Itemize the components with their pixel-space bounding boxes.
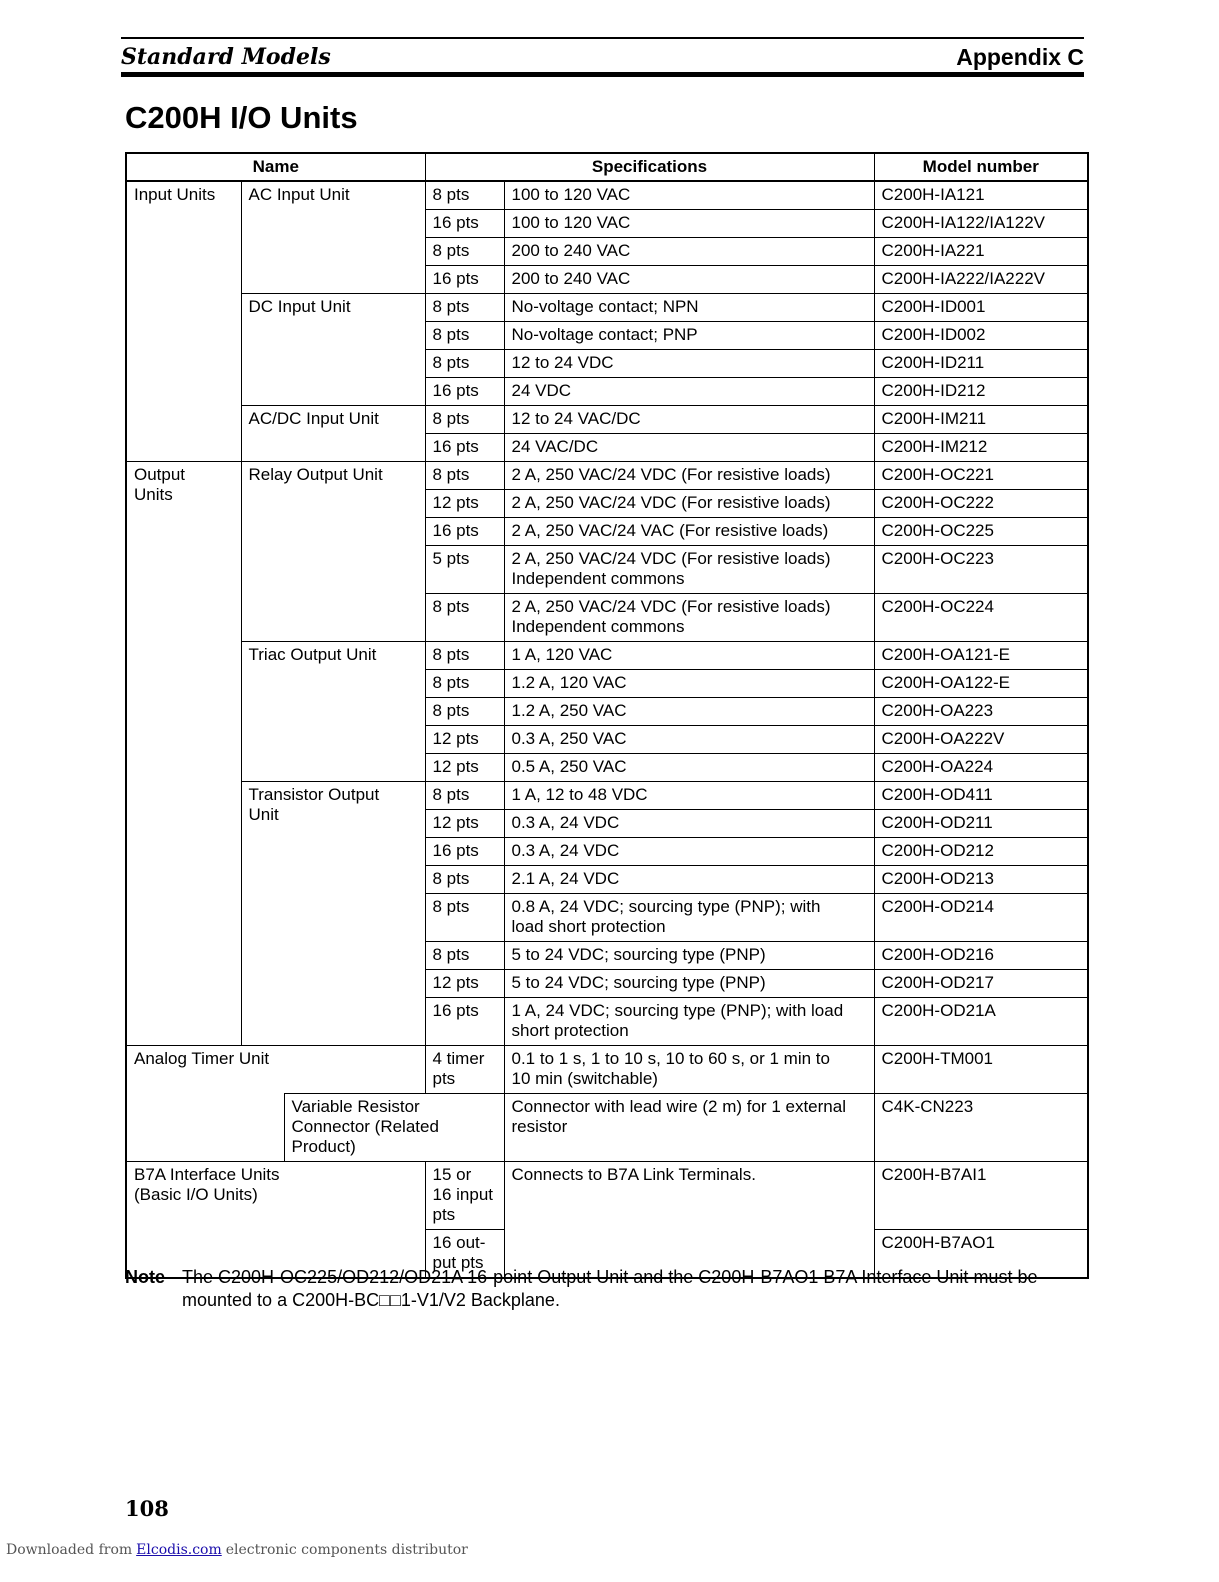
model-cell: C4K-CN223 bbox=[874, 1094, 1088, 1162]
pts-cell: 8 pts bbox=[425, 238, 504, 266]
model-cell: C200H-OC223 bbox=[874, 546, 1088, 594]
model-cell: C200H-OC222 bbox=[874, 490, 1088, 518]
model-cell: C200H-IM212 bbox=[874, 434, 1088, 462]
pts-cell: 8 pts bbox=[425, 462, 504, 490]
subgroup-relay-output-unit: Relay Output Unit bbox=[241, 462, 425, 642]
spec-cell: No-voltage contact; PNP bbox=[504, 322, 874, 350]
spec-cell: No-voltage contact; NPN bbox=[504, 294, 874, 322]
pts-cell: 12 pts bbox=[425, 726, 504, 754]
spec-cell: Connects to B7A Link Terminals. bbox=[504, 1162, 874, 1279]
table-row bbox=[126, 1094, 1088, 1162]
pts-cell: 8 pts bbox=[425, 181, 504, 210]
model-cell: C200H-OA122-E bbox=[874, 670, 1088, 698]
pts-cell: 8 pts bbox=[425, 594, 504, 642]
subgroup-transistor-output-unit: Transistor Output Unit bbox=[241, 782, 425, 1046]
table-row bbox=[126, 181, 1088, 210]
spec-cell: 1.2 A, 250 VAC bbox=[504, 698, 874, 726]
model-cell: C200H-OD411 bbox=[874, 782, 1088, 810]
pts-cell: 16 pts bbox=[425, 518, 504, 546]
pts-cell: 8 pts bbox=[425, 942, 504, 970]
pts-cell: 16 pts bbox=[425, 266, 504, 294]
model-cell: C200H-OD217 bbox=[874, 970, 1088, 998]
model-cell: C200H-B7AO1 bbox=[874, 1230, 1088, 1279]
page-title: C200H I/O Units bbox=[125, 100, 358, 135]
model-cell: C200H-OD212 bbox=[874, 838, 1088, 866]
header-top-rule bbox=[121, 37, 1084, 39]
pts-cell: 8 pts bbox=[425, 350, 504, 378]
spec-cell: 2 A, 250 VAC/24 VDC (For resistive loads) Independent commons bbox=[504, 546, 874, 594]
model-cell: C200H-OC224 bbox=[874, 594, 1088, 642]
spec-cell: 200 to 240 VAC bbox=[504, 266, 874, 294]
pts-cell: 8 pts bbox=[425, 782, 504, 810]
model-cell: C200H-ID211 bbox=[874, 350, 1088, 378]
model-cell: C200H-OD211 bbox=[874, 810, 1088, 838]
header-section-title: Standard Models bbox=[121, 44, 331, 70]
spec-cell: 0.3 A, 24 VDC bbox=[504, 838, 874, 866]
header-bottom-rule bbox=[121, 72, 1084, 77]
footer-suffix: electronic components distributor bbox=[225, 1542, 468, 1558]
table-row bbox=[126, 462, 1088, 490]
table-header-row bbox=[126, 153, 1088, 181]
model-cell: C200H-OD213 bbox=[874, 866, 1088, 894]
pts-cell: 4 timer pts bbox=[425, 1046, 504, 1094]
spec-cell: 1 A, 120 VAC bbox=[504, 642, 874, 670]
spec-cell: 0.8 A, 24 VDC; sourcing type (PNP); with load short protection bbox=[504, 894, 874, 942]
header-specifications: Specifications bbox=[425, 153, 874, 181]
model-cell: C200H-IA222/IA222V bbox=[874, 266, 1088, 294]
pts-cell: 16 pts bbox=[425, 838, 504, 866]
model-cell: C200H-OA224 bbox=[874, 754, 1088, 782]
model-cell: C200H-OC221 bbox=[874, 462, 1088, 490]
pts-cell: 12 pts bbox=[425, 970, 504, 998]
group-output-units: Output Units bbox=[126, 462, 241, 1046]
spec-cell: 12 to 24 VAC/DC bbox=[504, 406, 874, 434]
model-cell: C200H-ID002 bbox=[874, 322, 1088, 350]
model-cell: C200H-OC225 bbox=[874, 518, 1088, 546]
pts-cell: 8 pts bbox=[425, 294, 504, 322]
model-cell: C200H-OA223 bbox=[874, 698, 1088, 726]
pts-cell: 8 pts bbox=[425, 670, 504, 698]
pts-cell: 8 pts bbox=[425, 894, 504, 942]
spec-cell: 12 to 24 VDC bbox=[504, 350, 874, 378]
pts-cell: 16 pts bbox=[425, 434, 504, 462]
model-cell: C200H-OD214 bbox=[874, 894, 1088, 942]
io-units-table bbox=[125, 152, 1089, 1279]
pts-cell: 16 out- put pts bbox=[425, 1230, 504, 1279]
subgroup-acdc-input-unit: AC/DC Input Unit bbox=[241, 406, 425, 462]
spec-cell: 200 to 240 VAC bbox=[504, 238, 874, 266]
pts-cell: 5 pts bbox=[425, 546, 504, 594]
spec-cell: 2 A, 250 VAC/24 VDC (For resistive loads) bbox=[504, 490, 874, 518]
group-input-units: Input Units bbox=[126, 181, 241, 462]
table-row bbox=[126, 1046, 1088, 1094]
model-cell: C200H-IA121 bbox=[874, 181, 1088, 210]
spec-cell: 24 VDC bbox=[504, 378, 874, 406]
spec-cell: 5 to 24 VDC; sourcing type (PNP) bbox=[504, 970, 874, 998]
subgroup-ac-input-unit: AC Input Unit bbox=[241, 181, 425, 294]
pts-cell: 16 pts bbox=[425, 378, 504, 406]
spec-cell: 0.1 to 1 s, 1 to 10 s, 10 to 60 s, or 1 min to 10 min (switchable) bbox=[504, 1046, 874, 1094]
subgroup-triac-output-unit: Triac Output Unit bbox=[241, 642, 425, 782]
group-b7a-interface-units: B7A Interface Units (Basic I/O Units) bbox=[126, 1162, 425, 1279]
subgroup-dc-input-unit: DC Input Unit bbox=[241, 294, 425, 406]
pts-cell: 8 pts bbox=[425, 322, 504, 350]
spec-cell: 0.3 A, 250 VAC bbox=[504, 726, 874, 754]
table-row bbox=[126, 294, 1088, 322]
model-cell: C200H-IA221 bbox=[874, 238, 1088, 266]
pts-cell: 8 pts bbox=[425, 642, 504, 670]
header-name: Name bbox=[126, 153, 425, 181]
note-text: The C200H-OC225/OD212/OD21A 16-point Output Unit and the C200H-B7AO1 B7A Interface Unit must be mounted to a C200H-BC□□1-V1/V2 Backplane. bbox=[182, 1267, 1038, 1310]
spec-cell: Connector with lead wire (2 m) for 1 external resistor bbox=[504, 1094, 874, 1162]
pts-cell: 15 or 16 input pts bbox=[425, 1162, 504, 1230]
table-row bbox=[126, 782, 1088, 810]
model-cell: C200H-OA121-E bbox=[874, 642, 1088, 670]
pts-cell: 16 pts bbox=[425, 210, 504, 238]
spec-cell: 1.2 A, 120 VAC bbox=[504, 670, 874, 698]
model-cell: C200H-OD21A bbox=[874, 998, 1088, 1046]
header-appendix-label: Appendix C bbox=[956, 44, 1084, 70]
analog-blank-cell bbox=[126, 1094, 284, 1162]
spec-cell: 0.5 A, 250 VAC bbox=[504, 754, 874, 782]
spec-cell: 1 A, 12 to 48 VDC bbox=[504, 782, 874, 810]
pts-cell: 16 pts bbox=[425, 998, 504, 1046]
spec-cell: 100 to 120 VAC bbox=[504, 210, 874, 238]
footer bbox=[6, 1542, 468, 1558]
model-cell: C200H-TM001 bbox=[874, 1046, 1088, 1094]
spec-cell: 100 to 120 VAC bbox=[504, 181, 874, 210]
spec-cell: 0.3 A, 24 VDC bbox=[504, 810, 874, 838]
spec-cell: 24 VAC/DC bbox=[504, 434, 874, 462]
table-row bbox=[126, 406, 1088, 434]
model-cell: C200H-OA222V bbox=[874, 726, 1088, 754]
spec-cell: 2.1 A, 24 VDC bbox=[504, 866, 874, 894]
header-model-number: Model number bbox=[874, 153, 1088, 181]
model-cell: C200H-IM211 bbox=[874, 406, 1088, 434]
footer-link[interactable]: Elcodis.com bbox=[136, 1542, 222, 1558]
model-cell: C200H-IA122/IA122V bbox=[874, 210, 1088, 238]
model-cell: C200H-ID212 bbox=[874, 378, 1088, 406]
subgroup-variable-resistor-connector: Variable Resistor Connector (Related Product) bbox=[284, 1094, 504, 1162]
spec-cell: 2 A, 250 VAC/24 VDC (For resistive loads) Independent commons bbox=[504, 594, 874, 642]
model-cell: C200H-OD216 bbox=[874, 942, 1088, 970]
table-row bbox=[126, 642, 1088, 670]
pts-cell: 8 pts bbox=[425, 866, 504, 894]
model-cell: C200H-B7AI1 bbox=[874, 1162, 1088, 1230]
spec-cell: 2 A, 250 VAC/24 VDC (For resistive loads) bbox=[504, 462, 874, 490]
pts-cell: 12 pts bbox=[425, 754, 504, 782]
note-label: Note bbox=[125, 1267, 165, 1287]
spec-cell: 5 to 24 VDC; sourcing type (PNP) bbox=[504, 942, 874, 970]
footer-prefix: Downloaded from bbox=[6, 1542, 133, 1558]
spec-cell: 2 A, 250 VAC/24 VAC (For resistive loads) bbox=[504, 518, 874, 546]
group-analog-timer-unit: Analog Timer Unit bbox=[126, 1046, 425, 1094]
model-cell: C200H-ID001 bbox=[874, 294, 1088, 322]
pts-cell: 8 pts bbox=[425, 406, 504, 434]
page-number: 108 bbox=[125, 1496, 169, 1521]
pts-cell: 12 pts bbox=[425, 490, 504, 518]
spec-cell: 1 A, 24 VDC; sourcing type (PNP); with load short protection bbox=[504, 998, 874, 1046]
table-row bbox=[126, 1162, 1088, 1230]
pts-cell: 8 pts bbox=[425, 698, 504, 726]
pts-cell: 12 pts bbox=[425, 810, 504, 838]
